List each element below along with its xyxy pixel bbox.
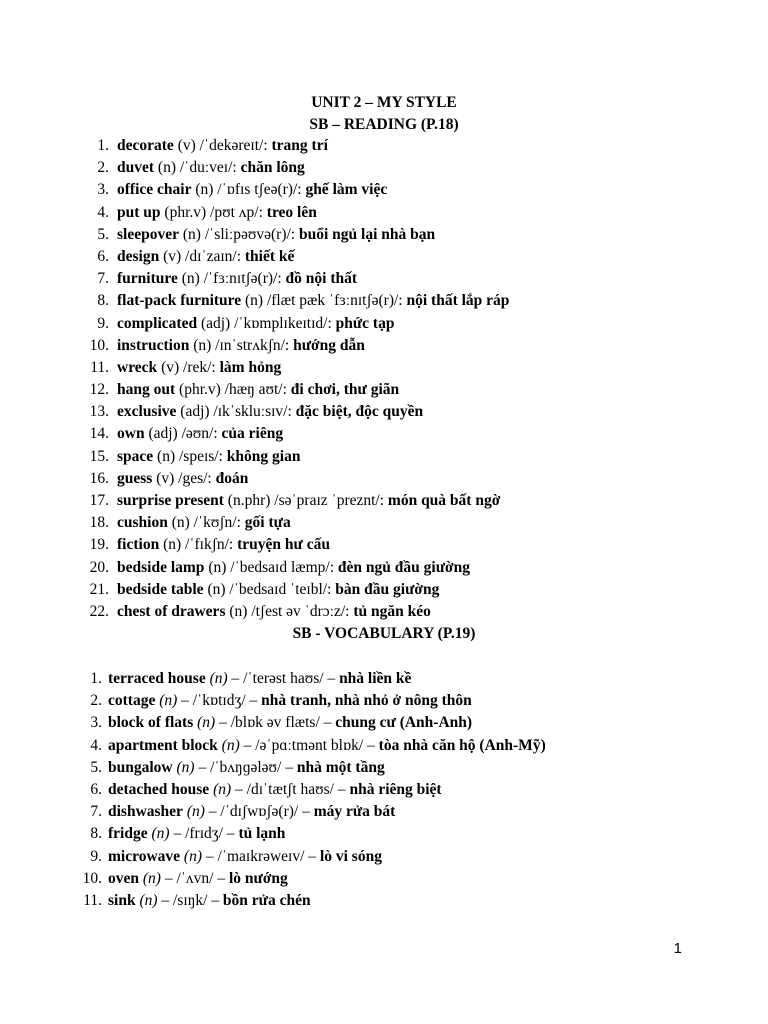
item-number: 6. — [90, 780, 102, 798]
entry-part-of-speech: (v) — [156, 469, 175, 487]
item-number: 3. — [97, 181, 109, 199]
entry-part-of-speech: (n) — [209, 670, 228, 687]
entry-meaning: không gian — [226, 447, 301, 465]
entry-part-of-speech: (n) — [171, 514, 190, 532]
entry-word: dishwasher — [108, 803, 183, 821]
entry-part-of-speech: (v) — [177, 137, 196, 154]
entry-word: cottage — [108, 692, 156, 710]
entry-pronunciation: – /əˈpɑːtmənt blɒk/ – — [243, 736, 375, 754]
entry-meaning: nhà riêng biệt — [349, 780, 442, 798]
entry-part-of-speech: (adj) — [180, 403, 210, 421]
entry-pronunciation: /flæt pæk ˈfɜːnɪtʃə(r)/: — [266, 292, 403, 310]
entry-pronunciation: – /ˈʌvn/ – — [164, 869, 226, 887]
item-entry — [117, 202, 317, 224]
entry-part-of-speech: (adj) — [148, 425, 178, 443]
entry-part-of-speech: (n) — [142, 869, 161, 887]
entry-word: fiction — [117, 536, 160, 554]
item-number: 10. — [82, 869, 102, 887]
entry-pronunciation: /ˈkɒmplɪkeɪtɪd/: — [234, 314, 332, 332]
item-entry — [108, 712, 472, 734]
entry-meaning: chăn lông — [240, 159, 305, 177]
entry-part-of-speech: (n) — [181, 270, 200, 288]
entry-word: office chair — [117, 181, 192, 199]
entry-word: bedside table — [117, 580, 204, 598]
item-number: 2. — [97, 159, 109, 177]
entry-pronunciation: /ɪkˈskluːsɪv/: — [213, 403, 292, 421]
item-entry — [108, 690, 472, 712]
item-entry — [117, 290, 509, 312]
entry-part-of-speech: (phr.v) — [179, 381, 221, 399]
entry-part-of-speech: (n) — [182, 225, 201, 243]
entry-pronunciation: – /frɪdʒ/ – — [173, 825, 235, 843]
entry-meaning: tủ lạnh — [238, 825, 286, 843]
entry-word: surprise present — [117, 492, 224, 509]
entry-meaning: bồn rửa chén — [222, 891, 311, 909]
entry-part-of-speech: (n) — [157, 447, 176, 465]
entry-meaning: bàn đầu giường — [335, 580, 440, 598]
entry-word: detached house — [108, 780, 210, 798]
item-number: 22. — [89, 602, 109, 620]
item-entry — [108, 801, 395, 823]
item-entry — [117, 179, 387, 201]
entry-meaning: máy rửa bát — [313, 803, 396, 821]
item-entry — [117, 490, 500, 512]
entry-part-of-speech: (phr.v) — [164, 203, 207, 221]
entry-meaning: chung cư (Anh-Anh) — [335, 714, 473, 732]
entry-meaning: của riêng — [221, 425, 284, 443]
entry-word: put up — [117, 203, 161, 221]
item-number: 14. — [89, 425, 109, 443]
item-number: 18. — [89, 514, 109, 532]
reading-section-title: SB – READING (P.18) — [309, 116, 459, 133]
item-entry — [117, 579, 439, 601]
entry-pronunciation: /ˈbedsaɪd læmp/: — [230, 558, 335, 576]
item-number: 21. — [89, 580, 109, 598]
entry-part-of-speech: (n) — [207, 580, 226, 598]
entry-word: bungalow — [108, 758, 173, 776]
entry-word: sleepover — [117, 225, 179, 243]
item-entry — [108, 779, 442, 801]
entry-part-of-speech: (n) — [186, 803, 205, 821]
vocabulary-section-title: SB - VOCABULARY (P.19) — [292, 625, 476, 642]
entry-pronunciation: /ˈsliːpəʊvə(r)/: — [204, 225, 296, 243]
entry-meaning: lò nướng — [228, 869, 288, 887]
entry-pronunciation: /speɪs/: — [179, 447, 223, 465]
entry-meaning: nhà một tầng — [296, 758, 385, 776]
item-entry — [117, 268, 357, 290]
entry-word: microwave — [108, 847, 181, 865]
item-number: 7. — [97, 270, 109, 288]
entry-meaning: trang trí — [271, 137, 328, 154]
entry-pronunciation: /tʃest əv ˈdrɔːz/: — [251, 602, 350, 620]
entry-meaning: nội thất lắp ráp — [406, 292, 510, 310]
entry-meaning: hướng dẫn — [293, 336, 365, 354]
entry-part-of-speech: (n) — [221, 736, 240, 754]
entry-part-of-speech: (n) — [159, 692, 178, 710]
entry-pronunciation: /ˈdekəreɪt/: — [199, 137, 268, 154]
entry-meaning: thiết kế — [244, 247, 295, 265]
entry-meaning: phức tạp — [335, 314, 395, 332]
entry-word: guess — [117, 469, 153, 487]
entry-part-of-speech: (n) — [151, 825, 170, 843]
entry-word: cushion — [117, 514, 168, 532]
entry-meaning: đồ nội thất — [285, 270, 358, 288]
entry-word: complicated — [117, 314, 198, 332]
item-entry — [117, 357, 281, 379]
page-number: 1 — [673, 940, 682, 957]
entry-word: instruction — [117, 336, 190, 354]
entry-word: hang out — [117, 381, 176, 399]
item-entry — [117, 601, 431, 623]
item-number: 1. — [97, 137, 109, 154]
entry-pronunciation: – /dɪˈtætʃt haʊs/ – — [235, 780, 346, 798]
entry-pronunciation: /ges/: — [178, 469, 212, 487]
entry-meaning: ghế làm việc — [305, 181, 388, 199]
item-number: 3. — [90, 714, 102, 732]
entry-word: own — [117, 425, 145, 443]
entry-part-of-speech: (n) — [197, 714, 216, 732]
entry-part-of-speech: (n) — [176, 758, 195, 776]
entry-part-of-speech: (n) — [208, 558, 227, 576]
entry-meaning: lò vi sóng — [319, 847, 382, 865]
item-number: 17. — [89, 492, 109, 509]
entry-word: wreck — [117, 358, 158, 376]
entry-word: bedside lamp — [117, 558, 205, 576]
entry-pronunciation: /ˈduːveɪ/: — [179, 159, 237, 177]
entry-part-of-speech: (n) — [163, 536, 182, 554]
item-entry — [108, 868, 288, 890]
item-number: 11. — [83, 891, 102, 909]
entry-pronunciation: /dɪˈzaɪn/: — [185, 247, 241, 265]
entry-part-of-speech: (n.phr) — [227, 492, 271, 509]
item-number: 8. — [97, 292, 109, 310]
entry-pronunciation: /əʊn/: — [181, 425, 218, 443]
entry-word: block of flats — [108, 714, 194, 732]
item-number: 10. — [89, 336, 109, 354]
entry-part-of-speech: (n) — [193, 336, 212, 354]
entry-meaning: treo lên — [266, 203, 317, 221]
item-number: 11. — [90, 358, 109, 376]
entry-part-of-speech: (n) — [213, 780, 232, 798]
entry-meaning: truyện hư cấu — [237, 536, 330, 554]
unit-title: UNIT 2 – MY STYLE — [311, 94, 457, 111]
entry-pronunciation: /ˈkʊʃn/: — [193, 514, 241, 532]
entry-word: duvet — [117, 159, 155, 177]
entry-pronunciation: /ˈfɪkʃn/: — [185, 536, 234, 554]
entry-pronunciation: – /ˈkɒtɪdʒ/ – — [181, 692, 258, 710]
item-entry — [117, 335, 365, 357]
entry-pronunciation: – /ˈmaɪkrəweɪv/ – — [205, 847, 317, 865]
entry-part-of-speech: (v) — [163, 247, 182, 265]
entry-part-of-speech: (n) — [245, 292, 264, 310]
item-number: 4. — [97, 203, 109, 221]
item-entry — [108, 757, 385, 779]
entry-meaning: đặc biệt, độc quyền — [295, 403, 424, 421]
entry-pronunciation: /pʊt ʌp/: — [210, 203, 263, 221]
item-entry — [108, 735, 546, 757]
entry-word: design — [117, 247, 160, 265]
entry-word: sink — [108, 891, 136, 909]
item-number: 19. — [89, 536, 109, 554]
item-entry — [117, 379, 399, 401]
item-entry — [108, 668, 411, 690]
entry-meaning: nhà tranh, nhà nhỏ ở nông thôn — [261, 692, 472, 710]
entry-word: flat-pack furniture — [117, 292, 242, 310]
item-number: 16. — [89, 469, 109, 487]
entry-part-of-speech: (adj) — [200, 314, 231, 332]
entry-pronunciation: – /ˈterəst haʊs/ – — [231, 670, 336, 687]
entry-word: decorate — [117, 137, 174, 154]
entry-meaning: đoán — [215, 469, 249, 487]
item-entry — [117, 135, 328, 157]
entry-pronunciation: – /ˈbʌŋɡələʊ/ – — [198, 758, 293, 776]
entry-word: exclusive — [117, 403, 177, 421]
entry-word: space — [117, 447, 154, 465]
item-number: 15. — [89, 447, 109, 465]
item-number: 20. — [89, 558, 109, 576]
item-entry — [117, 157, 305, 179]
item-entry — [117, 512, 291, 534]
entry-word: fridge — [108, 825, 148, 843]
entry-part-of-speech: (n) — [195, 181, 214, 199]
entry-pronunciation: – /ˈdɪʃwɒʃə(r)/ – — [208, 803, 310, 821]
entry-pronunciation: /ˈbedsaɪd ˈteɪbl/: — [229, 580, 332, 598]
item-number: 9. — [97, 314, 109, 332]
entry-word: furniture — [117, 270, 178, 288]
entry-pronunciation: /hæŋ aʊt/: — [224, 381, 287, 399]
entry-pronunciation: – /sɪŋk/ – — [161, 891, 220, 909]
entry-meaning: món quà bất ngờ — [387, 492, 501, 509]
item-number: 6. — [97, 247, 109, 265]
entry-pronunciation: – /blɒk əv flæts/ – — [219, 714, 332, 732]
item-entry — [117, 313, 394, 335]
item-number: 1. — [90, 670, 102, 687]
entry-meaning: gối tựa — [244, 514, 291, 532]
entry-word: apartment block — [108, 736, 218, 754]
entry-part-of-speech: (v) — [161, 358, 180, 376]
item-entry — [117, 246, 294, 268]
entry-pronunciation: /səˈpraɪz ˈpreznt/: — [274, 492, 385, 509]
entry-word: oven — [108, 869, 139, 887]
entry-part-of-speech: (n) — [139, 891, 158, 909]
item-entry — [108, 823, 285, 845]
entry-part-of-speech: (n) — [157, 159, 176, 177]
item-number: 12. — [89, 381, 109, 399]
entry-meaning: làm hỏng — [219, 358, 282, 376]
entry-pronunciation: /ˈfɜːnɪtʃə(r)/: — [203, 270, 282, 288]
item-entry — [117, 468, 248, 490]
item-number: 9. — [90, 847, 102, 865]
entry-part-of-speech: (n) — [229, 602, 248, 620]
item-entry — [117, 401, 423, 423]
item-entry — [117, 557, 470, 579]
entry-word: terraced house — [108, 670, 206, 687]
entry-meaning: tủ ngăn kéo — [353, 602, 431, 620]
item-number: 4. — [90, 736, 102, 754]
entry-pronunciation: /ɪnˈstrʌkʃn/: — [215, 336, 290, 354]
item-number: 7. — [90, 803, 102, 821]
entry-meaning: tòa nhà căn hộ (Anh-Mỹ) — [378, 736, 546, 754]
item-entry — [117, 224, 435, 246]
entry-meaning: đèn ngủ đầu giường — [337, 558, 470, 576]
item-entry — [117, 423, 283, 445]
entry-word: chest of drawers — [117, 602, 226, 620]
entry-meaning: buổi ngủ lại nhà bạn — [298, 225, 436, 243]
item-entry — [108, 890, 311, 912]
entry-pronunciation: /rek/: — [183, 358, 216, 376]
entry-pronunciation: /ˈɒfɪs tʃeə(r)/: — [217, 181, 302, 199]
item-number: 5. — [90, 758, 102, 776]
item-number: 13. — [89, 403, 109, 421]
item-entry — [117, 446, 300, 468]
item-number: 8. — [90, 825, 102, 843]
item-number: 2. — [90, 692, 102, 710]
item-number: 5. — [97, 225, 109, 243]
item-entry — [108, 846, 382, 868]
item-entry — [117, 534, 330, 556]
entry-meaning: nhà liền kề — [339, 670, 412, 687]
entry-part-of-speech: (n) — [183, 847, 202, 865]
entry-meaning: đi chơi, thư giãn — [290, 381, 400, 399]
